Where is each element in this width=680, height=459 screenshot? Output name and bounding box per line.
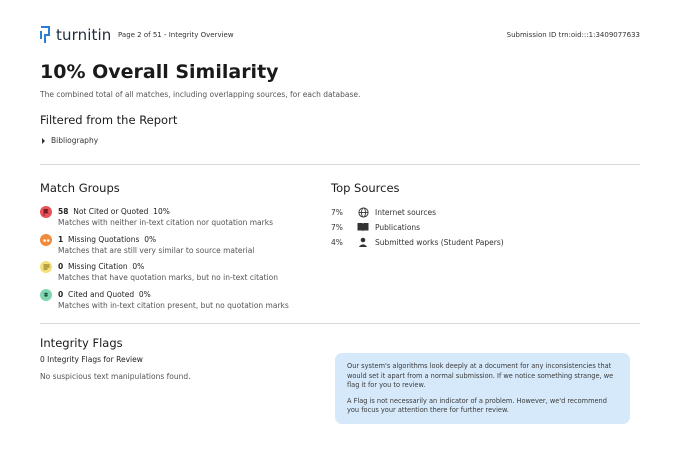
info-paragraph: A Flag is not necessarily an indicator of a problem. However, we'd recommend you focus your attention there for further review. [347,396,607,414]
filtered-item-label: Bibliography [51,136,99,145]
source-percent: 7% [331,207,343,217]
match-count: 58 [58,207,69,216]
match-detail: Matches that are still very similar to source material [58,246,255,255]
match-label: Cited and Quoted [68,290,135,299]
source-label: Publications [375,222,421,232]
page-info: Page 2 of 51 - Integrity Overview [118,31,234,39]
match-percent: 0% [144,235,157,244]
quote-icon [40,234,52,246]
lines-icon [40,261,52,273]
info-paragraph: Our system's algorithms look deeply at a document for any inconsistencies that would set it apart from a normal submission. If we notice something strange, we flag it for you to review. [347,362,614,389]
match-detail: Matches that have quotation marks, but no in-text citation [58,273,278,282]
filtered-item-bibliography [42,136,98,145]
quote-cited-icon [40,289,52,301]
match-count: 1 [58,235,64,244]
logo-text: turnitin [56,26,112,44]
source-percent: 4% [331,237,343,247]
divider [40,164,640,165]
match-label: Missing Quotations [68,235,140,244]
match-group-not-cited [40,206,273,229]
person-icon [357,236,369,248]
source-label: Submitted works (Student Papers) [375,237,504,247]
match-groups-title: Match Groups [40,181,120,195]
source-percent: 7% [331,222,343,232]
match-group-missing-citation [40,261,278,284]
match-group-cited-quoted [40,289,289,312]
match-label: Missing Citation [68,262,128,271]
integrity-flags-none: No suspicious text manipulations found. [40,372,191,381]
match-group-missing-quotations [40,234,254,257]
submission-id: Submission ID trn:oid:::1:3409077633 [506,31,640,39]
integrity-flags-count: 0 Integrity Flags for Review [40,355,143,364]
similarity-description: The combined total of all matches, including overlapping sources, for each database. [40,90,361,99]
turnitin-logo-icon [39,26,51,44]
source-row-internet [331,206,436,218]
match-count: 0 [58,290,64,299]
match-detail: Matches with neither in-text citation nor quotation marks [58,218,273,227]
match-percent: 10% [153,207,170,216]
match-percent: 0% [138,290,151,299]
source-label: Internet sources [375,207,436,217]
filtered-title: Filtered from the Report [40,113,178,127]
globe-icon [357,206,369,218]
match-label: Not Cited or Quoted [73,207,149,216]
integrity-flags-title: Integrity Flags [40,336,123,350]
bullet-icon [42,138,45,144]
book-icon [357,221,369,233]
turnitin-logo [39,26,111,44]
match-percent: 0% [132,262,145,271]
page-title: 10% Overall Similarity [40,61,279,83]
match-detail: Matches with in-text citation present, but no quotation marks [58,301,289,310]
source-row-submitted [331,236,504,248]
source-row-publications [331,221,420,233]
integrity-info-box [335,353,630,424]
top-sources-title: Top Sources [331,181,400,195]
divider [40,323,640,324]
flag-icon [40,206,52,218]
match-count: 0 [58,262,64,271]
